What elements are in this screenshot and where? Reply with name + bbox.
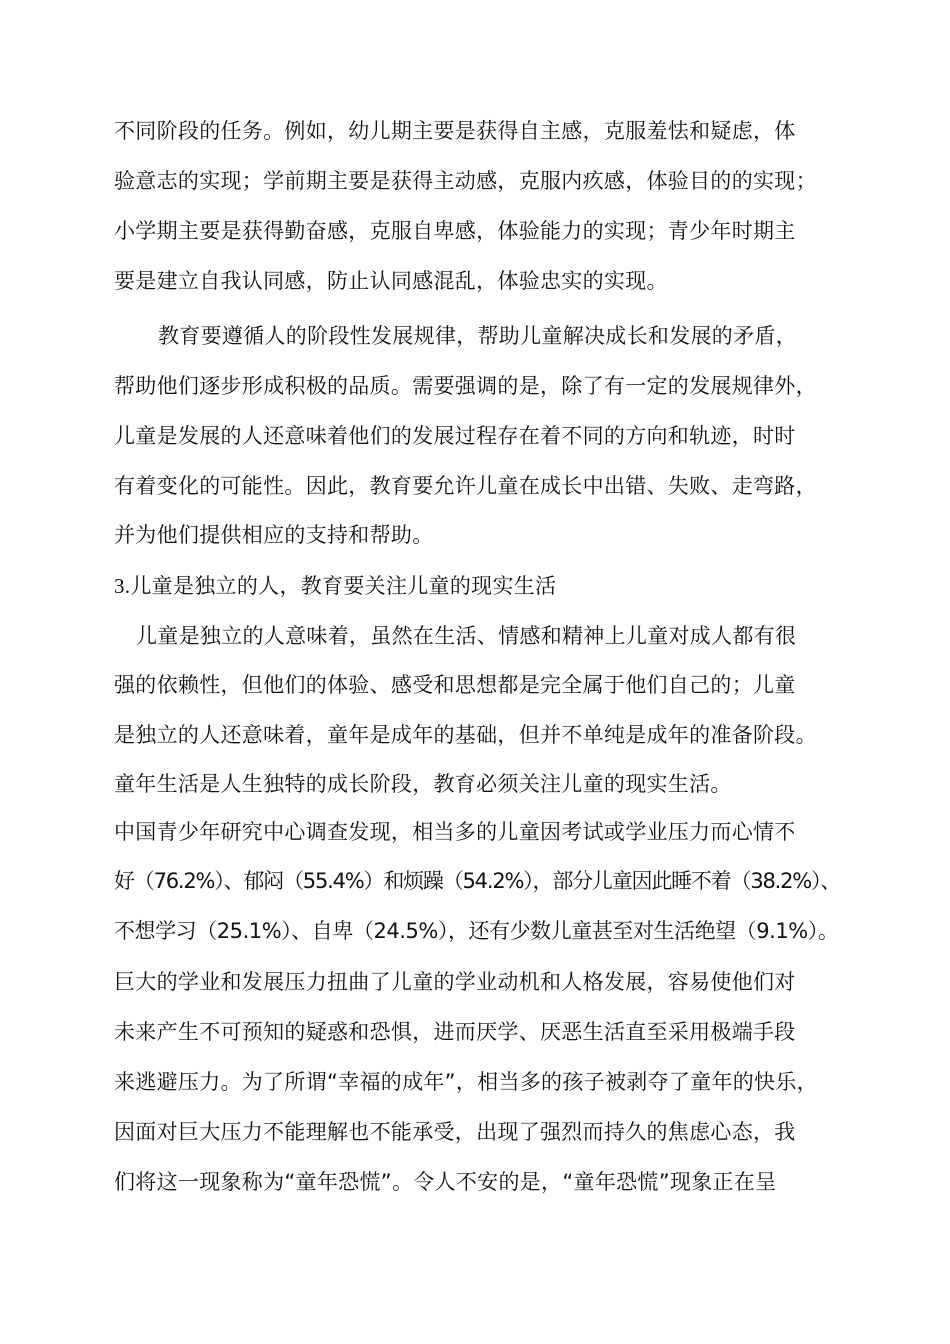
text-line: 小学期主要是获得勤奋感，克服自卑感，体验能力的实现；青少年时期主 [114,219,796,243]
text-line: 们将这一现象称为“童年恐慌”。令人不安的是，“童年恐慌”现象正在呈 [114,1170,777,1194]
text-line: 是独立的人还意味着，童年是成年的基础，但并不单纯是成年的准备阶段。 [114,723,817,747]
section-heading: 3.儿童是独立的人，教育要关注儿童的现实生活 [114,574,557,598]
text-line: 帮助他们逐步形成积极的品质。需要强调的是，除了有一定的发展规律外， [114,374,817,398]
text-line: 因面对巨大压力不能理解也不能承受，出现了强烈而持久的焦虑心态，我 [114,1120,796,1144]
text-line: 教育要遵循人的阶段性发展规律，帮助儿童解决成长和发展的矛盾， [158,324,797,348]
text-line: 中国青少年研究中心调查发现，相当多的儿童因考试或学业压力而心情不 [114,820,796,844]
text-line: 童年生活是人生独特的成长阶段，教育必须关注儿童的现实生活。 [114,772,732,796]
text-line: 不想学习（25.1%）、自卑（24.5%），还有少数儿童甚至对生活绝望（9.1%）。 [114,919,839,943]
text-line: 并为他们提供相应的支持和帮助。 [114,523,434,547]
text-line: 未来产生不可预知的疑惑和恐惧，进而厌学、厌恶生活直至采用极端手段 [114,1020,796,1044]
text-line: 巨大的学业和发展压力扭曲了儿童的学业动机和人格发展，容易使他们对 [114,970,796,994]
text-line: 有着变化的可能性。因此，教育要允许儿童在成长中出错、失败、走弯路， [114,474,817,498]
text-line: 儿童是发展的人还意味着他们的发展过程存在着不同的方向和轨迹，时时 [114,424,796,448]
text-line: 不同阶段的任务。例如，幼儿期主要是获得自主感，克服羞怯和疑虑，体 [114,119,796,143]
text-line: 强的依赖性，但他们的体验、感受和思想都是完全属于他们自己的；儿童 [114,673,796,697]
text-line: 来逃避压力。为了所谓“幸福的成年”，相当多的孩子被剥夺了童年的快乐， [114,1070,818,1094]
text-line: 儿童是独立的人意味着，虽然在生活、情感和精神上儿童对成人都有很 [136,624,797,648]
text-line: 好（76.2%）、郁闷（55.4%）和烦躁（54.2%），部分儿童因此睡不着（38.2%）、 [114,869,841,893]
text-line: 验意志的实现；学前期主要是获得主动感，克服内疚感，体验目的的实现； [114,169,817,193]
text-line: 要是建立自我认同感，防止认同感混乱，体验忠实的实现。 [114,269,668,293]
